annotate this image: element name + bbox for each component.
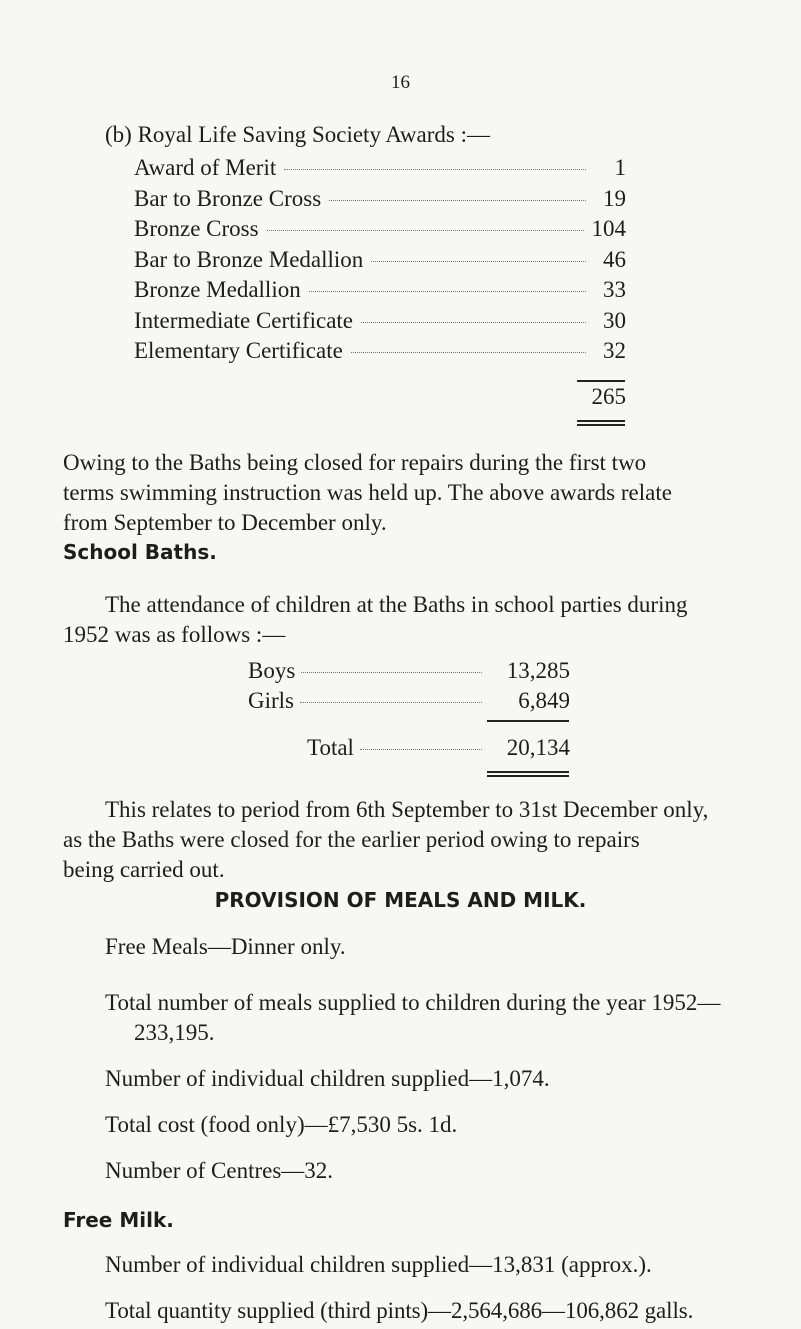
award-row <box>134 247 626 277</box>
award-count: 32 <box>603 338 626 363</box>
note-line: Owing to the Baths being closed for repairs during the first two <box>63 450 647 475</box>
award-label: Award of Merit <box>134 155 277 180</box>
leader-dots <box>371 261 586 262</box>
milk-individual-children: Number of individual children supplied—13,831 (approx.). <box>105 1252 652 1277</box>
centres-line: Number of Centres—32. <box>105 1158 334 1183</box>
total-row <box>307 735 570 761</box>
girls-row <box>248 688 570 714</box>
award-label: Bronze Medallion <box>134 277 301 302</box>
award-label: Bronze Cross <box>134 216 259 241</box>
award-row <box>134 216 626 246</box>
free-milk-heading: Free Milk. <box>63 1208 174 1232</box>
school-baths-intro <box>63 590 687 650</box>
rlss-heading: (b) Royal Life Saving Society Awards :— <box>105 122 490 147</box>
row-label: Boys <box>248 658 296 683</box>
award-label: Bar to Bronze Medallion <box>134 246 364 272</box>
meals-heading: PROVISION OF MEALS AND MILK. <box>214 888 587 912</box>
total-meals-value: 233,195. <box>134 1020 215 1045</box>
total-label: Total <box>307 735 354 760</box>
award-count: 30 <box>603 307 626 333</box>
row-value: 6,849 <box>518 688 570 713</box>
note-line: This relates to period from 6th September to 31st December only, <box>105 797 709 822</box>
leader-dots <box>360 749 482 750</box>
award-count: 33 <box>603 277 626 302</box>
total-double-rule-top <box>577 420 625 422</box>
leader-dots <box>351 352 586 353</box>
award-row <box>134 155 626 185</box>
intro-line: The attendance of children at the Baths in school parties during <box>105 592 688 617</box>
boys-row <box>248 658 570 684</box>
school-baths-heading: School Baths. <box>63 540 217 564</box>
total-meals-line: Total number of meals supplied to children during the year 1952— <box>105 990 721 1015</box>
leader-dots <box>329 200 586 201</box>
attendance-double-rule-top <box>487 771 569 773</box>
award-label: Intermediate Certificate <box>134 307 354 333</box>
row-label: Girls <box>248 688 294 713</box>
leader-dots <box>267 230 584 231</box>
attendance-subtotal-rule <box>487 720 569 722</box>
award-count: 104 <box>591 216 626 241</box>
free-meals-line: Free Meals—Dinner only. <box>105 934 346 959</box>
leader-dots <box>301 672 482 673</box>
leader-dots <box>300 702 482 703</box>
award-row <box>134 277 626 307</box>
note-line: from September to December only. <box>63 510 387 535</box>
award-count: 19 <box>603 185 626 211</box>
award-row <box>134 308 626 338</box>
total-value: 20,134 <box>506 735 570 760</box>
note-line: as the Baths were closed for the earlier period owing to repairs <box>63 827 640 852</box>
attendance-double-rule-bottom <box>487 775 569 777</box>
award-count: 46 <box>603 246 626 272</box>
leader-dots <box>309 291 586 292</box>
milk-total-quantity: Total quantity supplied (third pints)—2,564,686—106,862 galls. <box>105 1298 694 1323</box>
page-number: 16 <box>391 72 410 93</box>
school-baths-note <box>63 795 708 885</box>
leader-dots <box>284 169 586 170</box>
note-line: being carried out. <box>63 857 225 882</box>
note-line: terms swimming instruction was held up. The above awards relate <box>63 480 672 505</box>
award-row <box>134 338 626 368</box>
award-label: Bar to Bronze Cross <box>134 185 322 211</box>
award-count: 1 <box>614 155 626 180</box>
rlss-total: 265 <box>591 384 626 409</box>
award-label: Elementary Certificate <box>134 338 343 363</box>
individual-children-meals: Number of individual children supplied—1,074. <box>105 1066 550 1091</box>
leader-dots <box>361 322 586 323</box>
award-row <box>134 186 626 216</box>
subtotal-rule <box>577 380 625 382</box>
total-double-rule-bottom <box>577 424 625 426</box>
intro-line: 1952 was as follows :— <box>63 622 286 647</box>
rlss-note <box>63 448 672 538</box>
total-cost-line: Total cost (food only)—£7,530 5s. 1d. <box>105 1112 458 1137</box>
row-value: 13,285 <box>506 658 570 683</box>
